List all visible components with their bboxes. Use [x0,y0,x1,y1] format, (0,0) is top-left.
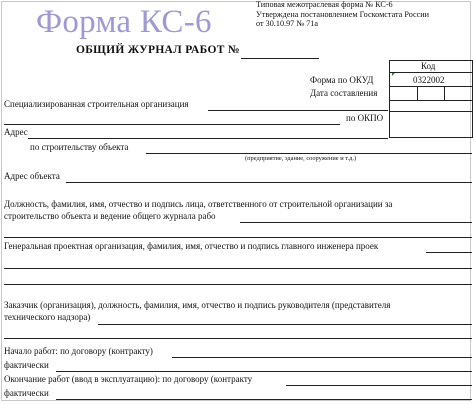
okpo-label: по ОКПО [346,113,384,123]
end-contract-label: Окончание работ (ввод в эксплуатацию): по договору (контракту [4,374,253,384]
cell-marker [392,73,395,76]
code-header: Код [421,61,436,71]
approval-line: от 30.10.97 № 71а [256,19,318,29]
journal-title: ОБЩИЙ ЖУРНАЛ РАБОТ № [76,44,240,56]
responsible-label-cont: строительство объекта и ведение общего журнала рабо [4,211,216,221]
designer-label: Генеральная проектная организация, фамилия, имя, отчество и подпись главного инженера проек [4,241,379,251]
contractor-label: Специализированная строительная организация [4,99,189,109]
contractor-field-line[interactable] [4,124,340,125]
responsible-field[interactable] [240,222,472,223]
customer-label: Заказчик (организация), должность, фамилия, имя, отчество и подпись руководителя (представителя [4,300,391,310]
object-hint: (предприятие, здание, сооружение и т.д.) [245,155,357,162]
date-cell-divider [444,86,445,100]
address-field[interactable] [28,138,388,139]
start-actual-label: фактически [4,360,49,370]
approval-line: Утверждена постановлением Госкомстата России [256,9,430,19]
object-build-label: по строительству объекта [30,142,129,152]
approval-line: Типовая межотраслевая форма № КС-6 [256,0,393,9]
code-box-divider [389,86,473,87]
start-contract-label: Начало работ: по договору (контракту) [4,346,153,356]
contractor-field[interactable] [208,110,388,111]
designer-field-line[interactable] [4,268,472,269]
end-contract-field[interactable] [286,385,472,386]
customer-field-line[interactable] [4,338,472,339]
start-contract-field[interactable] [172,357,472,358]
address-label: Адрес [4,127,28,137]
responsible-label: Должность, фамилия, имя, отчество и подпись лица, ответственного от строительной организации за [4,199,393,209]
object-address-field[interactable] [66,182,472,183]
okud-label: Форма по ОКУД [310,75,374,85]
object-address-label: Адрес объекта [4,171,60,181]
date-cell-divider [417,86,418,100]
designer-field-line[interactable] [4,284,472,285]
code-box-divider [389,100,473,101]
responsible-field-line[interactable] [4,237,472,238]
code-box-divider [389,111,473,112]
form-watermark: Форма КС-6 [36,4,212,40]
customer-field[interactable] [98,324,472,325]
approval-note [256,0,429,29]
end-actual-field[interactable] [56,399,472,400]
code-box-divider [389,72,473,73]
date-label: Дата составления [310,88,378,98]
designer-field[interactable] [426,252,472,253]
start-actual-field[interactable] [56,371,472,372]
customer-label-cont: технического надзора) [4,312,91,322]
journal-number-field[interactable] [241,58,319,59]
end-actual-label: фактически [4,388,49,398]
object-field[interactable] [146,153,472,154]
okud-value: 0322002 [413,75,445,85]
